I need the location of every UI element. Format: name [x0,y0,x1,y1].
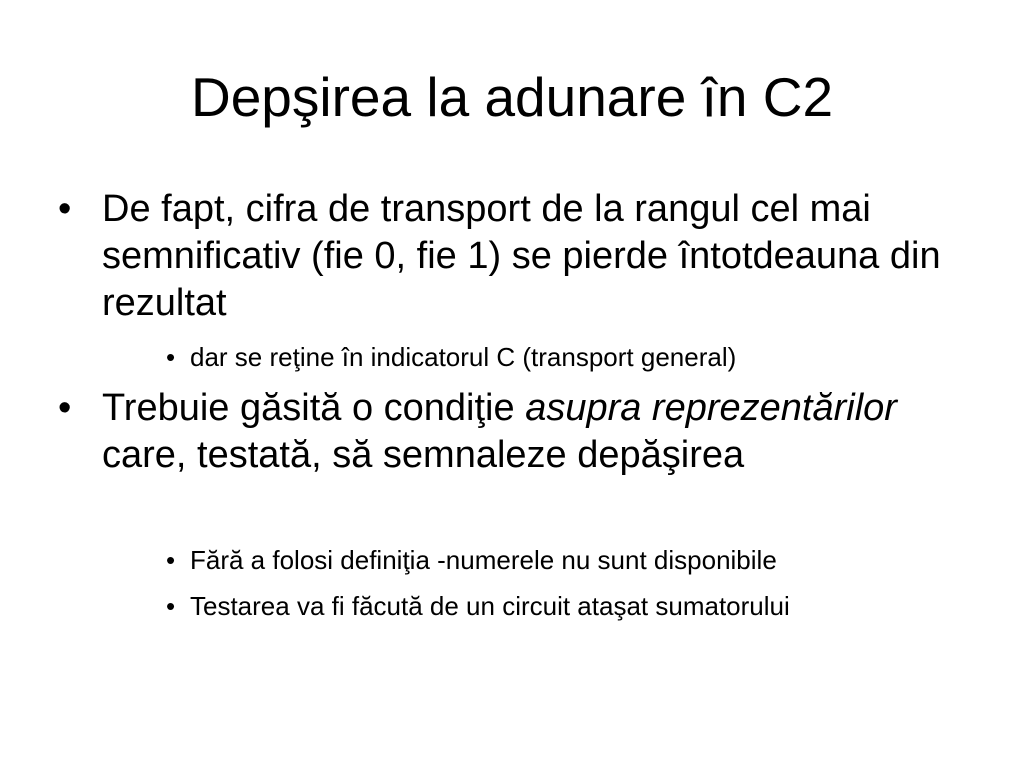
bullet-text [102,385,982,479]
sub-bullet-text: Fără a folosi definiţia -numerele nu sunt disponibile [190,545,777,575]
bullet-marker: • [58,188,72,230]
bullet-text: De fapt, cifra de transport de la rangul cel mai semnificativ (fie 0, fie 1) se pierde întotdeauna din rezultat [102,188,941,324]
bullet-item [58,385,978,526]
sub-bullet-text: Testarea va fi făcută de un circuit ataşat sumatorului [190,591,790,621]
bullet-marker: • [58,387,72,429]
sub-bullet-item [166,590,976,656]
sub-bullet-marker: • [166,342,176,372]
sub-bullet-marker: • [166,545,176,575]
slide-title: Depşirea la adunare în C2 [190,66,834,128]
sub-bullet-marker: • [166,591,176,621]
sub-bullet-item [166,341,976,374]
bullet-text-before: Trebuie găsită o condiţie [102,387,526,429]
bullet-item [58,186,978,327]
sub-bullet-item [166,544,976,577]
bullet-text-after: care, testată, să semnaleze depăşirea [102,434,745,476]
sub-bullet-text: dar se reţine în indicatorul C (transport general) [190,342,737,372]
bullet-text-italic: asupra reprezentărilor [525,387,897,429]
